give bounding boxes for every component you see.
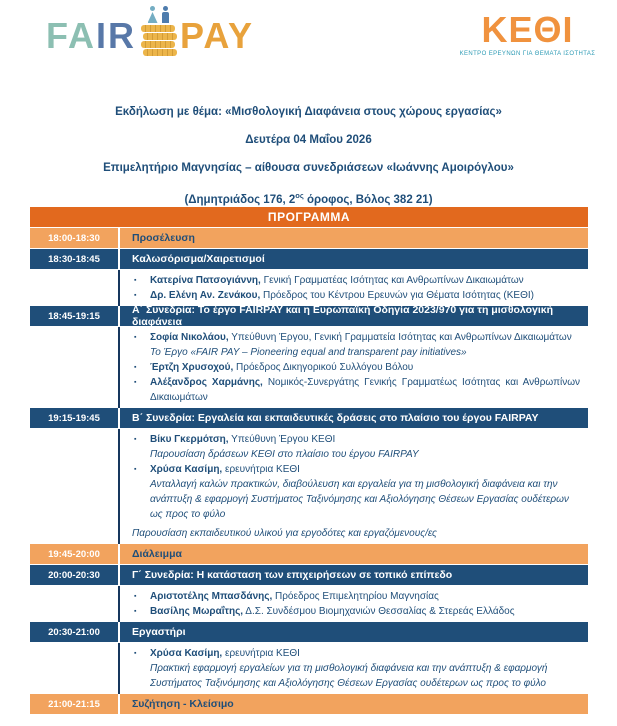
speaker-name: Βίκυ Γκερμότση, xyxy=(150,434,229,445)
bullet-icon: ▪ xyxy=(134,593,137,600)
speaker-item xyxy=(120,432,580,447)
bullet-icon: ▪ xyxy=(134,277,137,284)
time-cell: 18:30-18:45 xyxy=(30,249,120,269)
session-note: Ανταλλαγή καλών πρακτικών, διαβούλευση και εργαλεία για τη μισθολογική διαφάνεια και την ανάπτυξη & εφαρμογή Συστήματος Ταξινόμησης και Αξιολόγησης Θέσεων Εργασίας ουδέτερων ως προς το φύλο xyxy=(150,479,569,520)
details-body xyxy=(118,270,588,306)
session-title: Β΄ Συνεδρία: Εργαλεία και εκπαιδευτικές δράσεις στο πλαίσιο του έργου FAIRPAY xyxy=(132,412,539,424)
speaker-item xyxy=(120,360,580,375)
speaker-name: Αριστοτέλης Μπασδάνης, xyxy=(150,591,273,602)
bullet-icon: ▪ xyxy=(134,650,137,657)
coin-icon xyxy=(141,25,175,32)
speaker-name: Αλέξανδρος Χαρμάνης, xyxy=(150,377,263,388)
time-cell: 18:45-19:15 xyxy=(30,306,120,326)
time-cell: 18:00-18:30 xyxy=(30,228,120,248)
event-address-pre: (Δημητριάδος 176, 2 xyxy=(184,193,296,206)
program-row-band xyxy=(30,228,588,248)
fairpay-letters-fa: FA xyxy=(46,15,97,56)
session-details xyxy=(30,586,588,622)
time-cell: 20:00-20:30 xyxy=(30,565,120,585)
speaker-role: Υπεύθυνη Έργου, Γενική Γραμματεία Ισότητας και Ανθρωπίνων Δικαιωμάτων xyxy=(228,332,572,343)
time-cell: 21:00-21:15 xyxy=(30,694,120,714)
speaker-item xyxy=(120,273,580,288)
details-body xyxy=(118,429,588,544)
program-table-header: ΠΡΟΓΡΑΜΜΑ xyxy=(30,207,588,227)
event-title-block xyxy=(0,98,617,214)
speaker-item xyxy=(120,462,580,477)
session-note: Παρουσίαση δράσεων ΚΕΘΙ στο πλαίσιο του έργου FAIRPAY xyxy=(150,449,419,460)
speaker-role: Νομικός-Συνεργάτης Γενικής Γραμματέως Ισότητας και Ανθρωπίνων Δικαιωμάτων xyxy=(150,377,580,403)
session-title: Διάλειμμα xyxy=(132,548,182,560)
speaker-name: Βασίλης Μωραΐτης, xyxy=(150,606,244,617)
session-details xyxy=(30,270,588,306)
speaker-role: ερευνήτρια ΚΕΘΙ xyxy=(222,648,300,659)
coin-icon xyxy=(143,33,177,40)
details-body xyxy=(118,327,588,408)
session-title: Καλωσόρισμα/Χαιρετισμοί xyxy=(132,253,265,265)
time-cell: 20:30-21:00 xyxy=(30,622,120,642)
speaker-role: ερευνήτρια ΚΕΘΙ xyxy=(222,464,300,475)
bullet-icon: ▪ xyxy=(134,379,137,386)
bullet-icon: ▪ xyxy=(134,364,137,371)
speaker-role: Πρόεδρος Επιμελητηρίου Μαγνησίας xyxy=(272,591,439,602)
program-row-band xyxy=(30,408,588,428)
fairpay-wordmark-fair xyxy=(46,6,136,66)
session-details xyxy=(30,429,588,544)
details-body xyxy=(118,643,588,694)
session-title: Α΄ Συνεδρία: Το έργο FAIRPAY και η Ευρωπαϊκή Οδηγία 2023/970 για τη μισθολογική διαφάνεια xyxy=(132,304,554,328)
time-spacer xyxy=(30,270,118,306)
event-theme: Εκδήλωση με θέμα: «Μισθολογική Διαφάνεια στους χώρους εργασίας» xyxy=(115,106,502,118)
speaker-role: Υπεύθυνη Έργου ΚΕΘΙ xyxy=(228,434,336,445)
coin-icon xyxy=(143,49,177,56)
session-note: Το Έργο «FAIR PAY – Pioneering equal and transparent pay initiatives» xyxy=(150,347,467,358)
details-body xyxy=(118,586,588,622)
session-note: Παρουσίαση εκπαιδευτικού υλικού για εργοδότες και εργαζόμενους/ες xyxy=(132,528,437,539)
speaker-role: Πρόεδρος του Κέντρου Ερευνών για Θέματα Ισότητας (ΚΕΘΙ) xyxy=(260,290,534,301)
speaker-item xyxy=(120,646,580,661)
program-row-band xyxy=(30,249,588,269)
program-row-band xyxy=(30,622,588,642)
coin-icon xyxy=(141,41,175,48)
coin-stack-icon xyxy=(141,6,175,56)
speaker-name: Σοφία Νικολάου, xyxy=(150,332,229,343)
kethi-wordmark: ΚΕΘΙ xyxy=(481,9,574,50)
kethi-logo xyxy=(455,10,600,57)
program-row-band xyxy=(30,565,588,585)
session-title: Προσέλευση xyxy=(132,232,195,244)
program-row-band xyxy=(30,694,588,714)
fairpay-letters-ir: IR xyxy=(96,15,137,56)
session-details xyxy=(30,643,588,694)
session-note: Πρακτική εφαρμογή εργαλείων για τη μισθολογική διαφάνεια και την ανάπτυξη & εφαρμογή Συστήματος Ταξινόμησης και Αξιολόγησης Θέσεων Εργασίας ουδέτερων ως προς το φύλο xyxy=(150,663,548,689)
session-title: Γ΄ Συνεδρία: Η κατάσταση των επιχειρήσεων σε τοπικό επίπεδο xyxy=(132,569,453,581)
bullet-icon: ▪ xyxy=(134,608,137,615)
woman-figure-icon xyxy=(148,6,158,23)
time-spacer xyxy=(30,327,118,408)
time-spacer xyxy=(30,586,118,622)
speaker-role: Δ.Σ. Συνδέσμου Βιομηχανιών Θεσσαλίας & Στερεάς Ελλάδος xyxy=(243,606,515,617)
session-title: Εργαστήρι xyxy=(132,626,186,638)
time-spacer xyxy=(30,429,118,544)
time-cell: 19:15-19:45 xyxy=(30,408,120,428)
man-figure-icon xyxy=(162,6,169,23)
speaker-item xyxy=(120,330,580,345)
man-woman-figures-icon xyxy=(148,6,169,23)
speaker-name: Δρ. Ελένη Αν. Ζενάκου, xyxy=(150,290,261,301)
speaker-name: Χρύσα Κασίμη, xyxy=(150,464,223,475)
speaker-role: Πρόεδρος Δικηγορικού Συλλόγου Βόλου xyxy=(233,362,414,373)
session-title: Συζήτηση - Κλείσιμο xyxy=(132,698,234,710)
speaker-name: Έρτζη Χρυσοχού, xyxy=(150,362,234,373)
session-details xyxy=(30,327,588,408)
program-row-band xyxy=(30,544,588,564)
speaker-role: Γενική Γραμματέας Ισότητας και Ανθρωπίνων Δικαιωμάτων xyxy=(260,275,524,286)
fairpay-logo xyxy=(46,6,254,66)
program-row-band xyxy=(30,306,588,326)
event-address-superscript: ος xyxy=(295,191,304,200)
speaker-item xyxy=(120,604,580,619)
event-date: Δευτέρα 04 Μαΐου 2026 xyxy=(245,134,372,146)
speaker-item xyxy=(120,375,580,405)
speaker-name: Κατερίνα Πατσογιάννη, xyxy=(150,275,261,286)
time-spacer xyxy=(30,643,118,694)
bullet-icon: ▪ xyxy=(134,436,137,443)
event-address-post: όροφος, Βόλος 382 21) xyxy=(303,193,433,206)
speaker-item xyxy=(120,288,580,303)
time-cell: 19:45-20:00 xyxy=(30,544,120,564)
bullet-icon: ▪ xyxy=(134,292,137,299)
program-table xyxy=(30,207,588,715)
speaker-name: Χρύσα Κασίμη, xyxy=(150,648,223,659)
speaker-item xyxy=(120,589,580,604)
event-venue: Επιμελητήριο Μαγνησίας – αίθουσα συνεδριάσεων «Ιωάννης Αμοιρόγλου» xyxy=(103,162,514,174)
bullet-icon: ▪ xyxy=(134,334,137,341)
fairpay-wordmark-pay: PAY xyxy=(180,15,255,56)
kethi-subtitle: ΚΕΝΤΡΟ ΕΡΕΥΝΩΝ ΓΙΑ ΘΕΜΑΤΑ ΙΣΟΤΗΤΑΣ xyxy=(459,51,596,57)
bullet-icon: ▪ xyxy=(134,466,137,473)
